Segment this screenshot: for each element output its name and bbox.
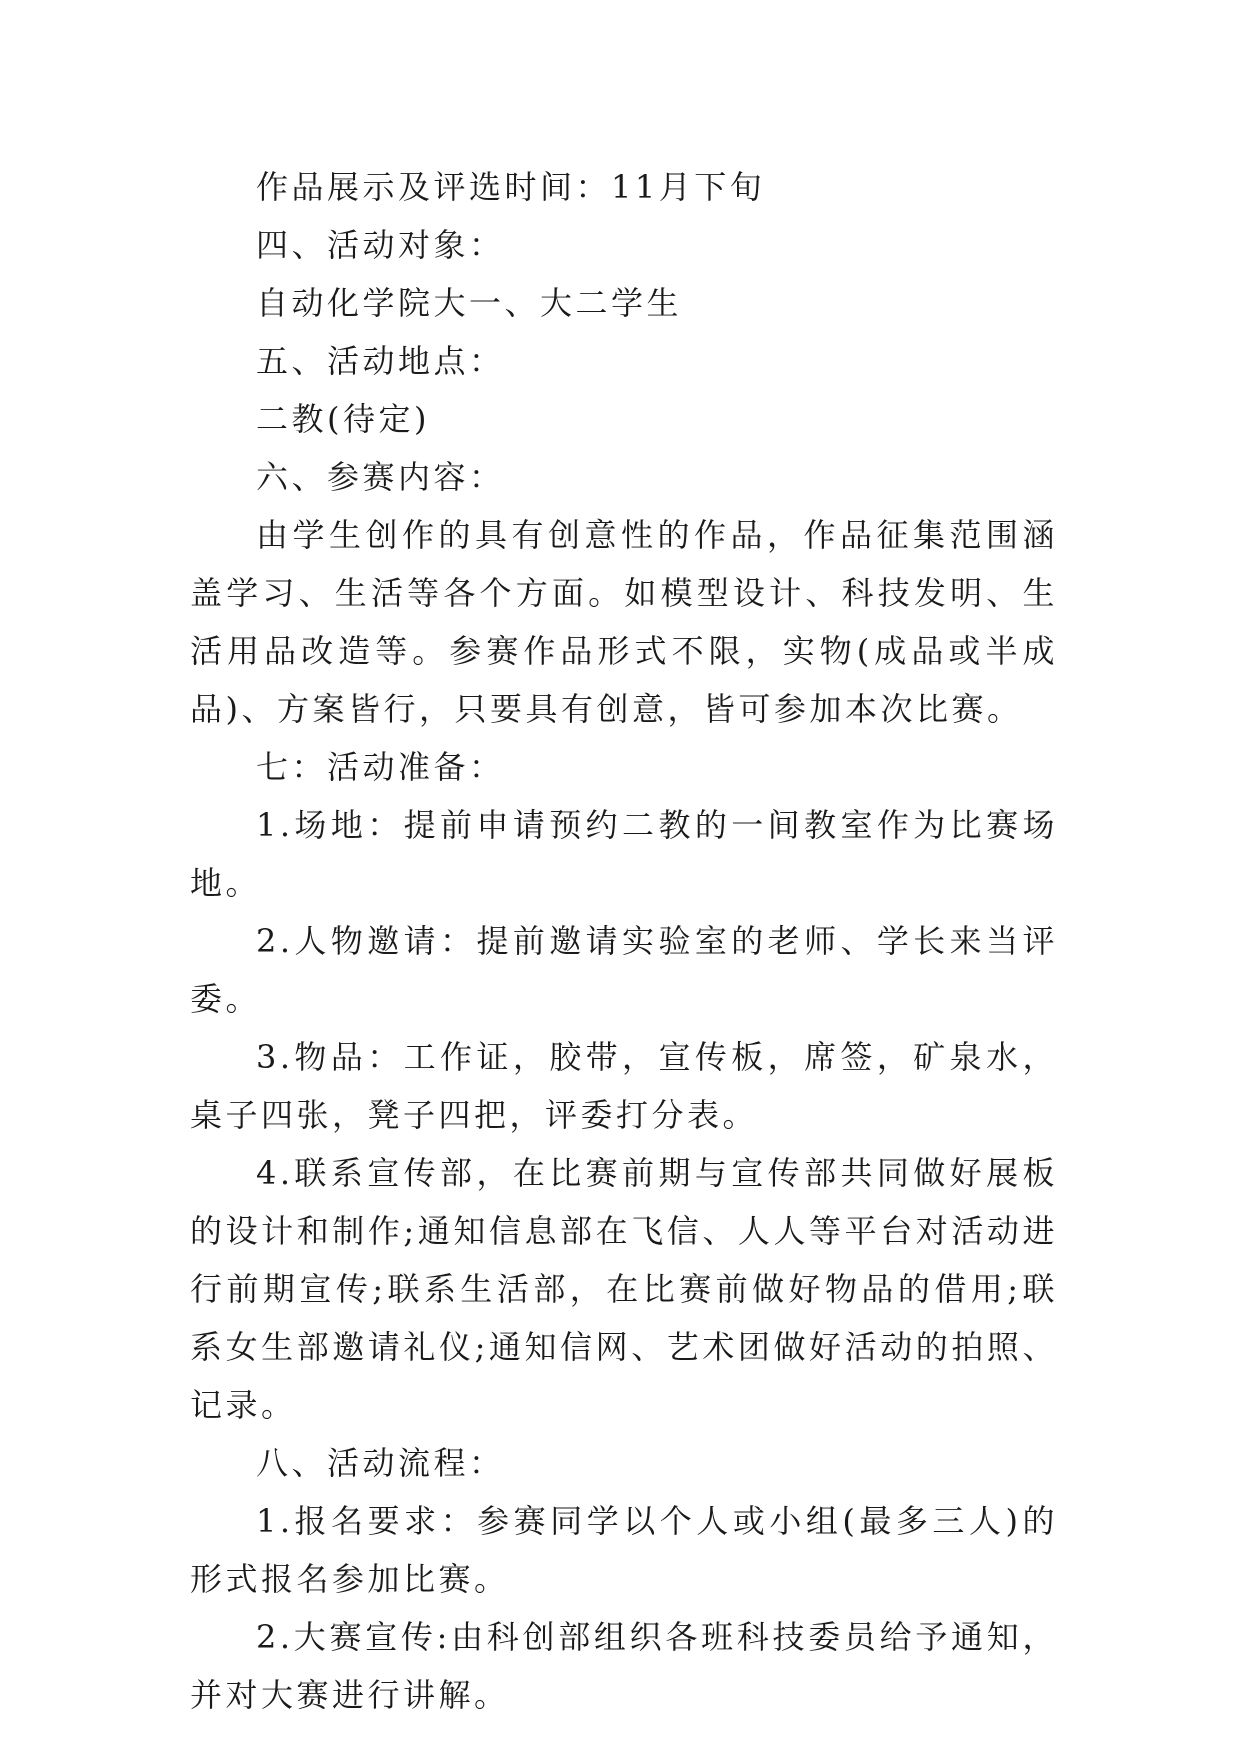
paragraph-activity-target: 自动化学院大一、大二学生 xyxy=(256,284,683,322)
heading-activity-process: 八、活动流程： xyxy=(256,1444,505,1482)
paragraph-contest-content: 由学生创作的具有创意性的作品，作品征集范围涵盖学习、生活等各个方面。如模型设计、科技发明、生活用品改造等。参赛作品形式不限，实物(成品或半成品)、方案皆行，只要具有创意，皆可参加本次比赛。 xyxy=(190,516,1058,728)
document-body xyxy=(190,158,1058,1724)
paragraph-activity-location: 二教(待定) xyxy=(256,400,430,438)
list-item-venue: 1.场地：提前申请预约二教的一间教室作为比赛场地。 xyxy=(190,806,1058,902)
paragraph-exhibition-time: 作品展示及评选时间：11月下旬 xyxy=(256,168,766,206)
heading-activity-location: 五、活动地点： xyxy=(256,342,505,380)
list-item-coordination: 4.联系宣传部，在比赛前期与宣传部共同做好展板的设计和制作;通知信息部在飞信、人人等平台对活动进行前期宣传;联系生活部，在比赛前做好物品的借用;联系女生部邀请礼仪;通知信网、艺术团做好活动的拍照、记录。 xyxy=(190,1154,1058,1424)
heading-contest-content: 六、参赛内容： xyxy=(256,458,505,496)
list-item-invitation: 2.人物邀请：提前邀请实验室的老师、学长来当评委。 xyxy=(190,922,1058,1018)
heading-activity-target: 四、活动对象： xyxy=(256,226,505,264)
heading-activity-preparation: 七：活动准备： xyxy=(256,748,505,786)
list-item-supplies: 3.物品：工作证，胶带，宣传板，席签，矿泉水，桌子四张，凳子四把，评委打分表。 xyxy=(190,1038,1058,1134)
list-item-registration: 1.报名要求：参赛同学以个人或小组(最多三人)的形式报名参加比赛。 xyxy=(190,1502,1058,1598)
list-item-promotion: 2.大赛宣传:由科创部组织各班科技委员给予通知，并对大赛进行讲解。 xyxy=(190,1618,1058,1714)
